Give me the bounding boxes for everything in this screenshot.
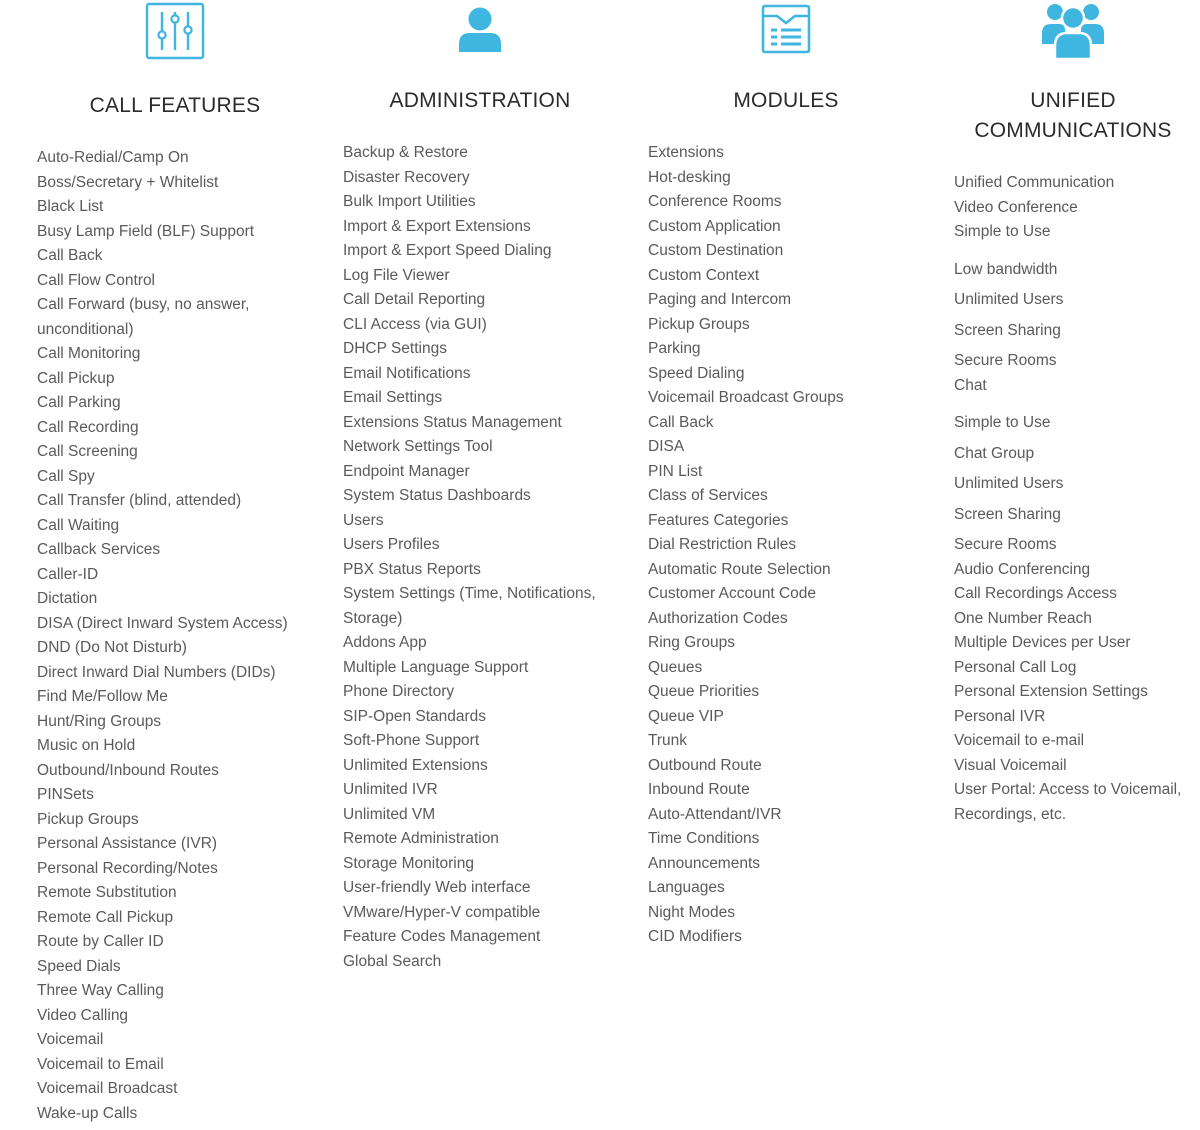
list-item: Disaster Recovery [343, 168, 470, 186]
list-item: Chat Group [954, 444, 1035, 462]
list-item: Call Waiting [37, 516, 120, 534]
list-item: DISA [648, 438, 685, 455]
list-item: Voicemail to e-mail [954, 732, 1085, 749]
list-item: Direct Inward Dial Numbers (DIDs) [37, 663, 276, 681]
list-item: Video Conference [954, 198, 1078, 216]
list-item: Find Me/Follow Me [37, 688, 168, 705]
column-title: CALL FEATURES [89, 94, 261, 117]
list-item: unconditional) [37, 320, 134, 338]
list-item: Parking [648, 340, 701, 357]
list-item: PIN List [648, 462, 703, 480]
list-item: Import & Export Speed Dialing [343, 242, 552, 259]
list-item: Multiple Language Support [343, 658, 529, 676]
list-item: Night Modes [648, 903, 736, 921]
list-item: Busy Lamp Field (BLF) Support [37, 222, 255, 240]
list-item: PBX Status Reports [343, 560, 481, 578]
list-item: Users [343, 511, 384, 529]
user-group-icon [946, 0, 1200, 60]
list-item: Unlimited Users [954, 475, 1064, 492]
list-item: Paging and Intercom [648, 291, 792, 308]
list-item: Automatic Route Selection [648, 560, 831, 578]
list-item: Speed Dials [37, 957, 121, 975]
list-item: Queue VIP [648, 707, 724, 725]
list-item: Video Calling [37, 1006, 129, 1024]
list-item: Trunk [648, 732, 688, 749]
feature-list [37, 146, 288, 1126]
list-item: Email Settings [343, 389, 443, 406]
list-item: User-friendly Web interface [343, 879, 531, 896]
list-item: Music on Hold [37, 737, 136, 754]
list-item: Caller-ID [37, 565, 99, 583]
list-item: Dictation [37, 590, 98, 607]
list-item: Multiple Devices per User [954, 634, 1131, 651]
list-item: Personal Assistance (IVR) [37, 835, 218, 852]
list-item: Audio Conferencing [954, 560, 1091, 578]
list-item: Wake-up Calls [37, 1104, 138, 1122]
list-item: Route by Caller ID [37, 933, 164, 950]
list-item: Call Flow Control [37, 271, 156, 289]
list-item: One Number Reach [954, 609, 1092, 627]
list-item: Voicemail Broadcast [37, 1080, 178, 1097]
list-item: Visual Voicemail [954, 756, 1067, 774]
list-item: Simple to Use [954, 414, 1051, 431]
list-item: Pickup Groups [648, 315, 750, 333]
feature-list [343, 141, 596, 974]
list-item: Extensions Status Management [343, 413, 562, 431]
list-item: Class of Services [648, 487, 768, 504]
list-item: Languages [648, 879, 725, 896]
list-item: Phone Directory [343, 683, 455, 700]
list-item: Chat [954, 376, 987, 394]
user-icon [335, 6, 625, 54]
list-item: Queues [648, 658, 703, 676]
list-item: Three Way Calling [37, 982, 164, 999]
list-item: Call Parking [37, 394, 121, 411]
list-item: Boss/Secretary + Whitelist [37, 173, 219, 191]
list-item: CLI Access (via GUI) [343, 315, 487, 333]
list-item: Outbound/Inbound Routes [37, 761, 219, 779]
list-item: Hunt/Ring Groups [37, 712, 162, 730]
list-item: Unlimited Extensions [343, 756, 488, 774]
list-item: Outbound Route [648, 756, 762, 774]
list-item: User Portal: Access to Voicemail, [954, 781, 1182, 798]
list-item: PINSets [37, 786, 94, 803]
column-title [946, 86, 1200, 146]
list-item: Unlimited VM [343, 805, 436, 823]
list-item: Log File Viewer [343, 266, 450, 284]
list-item: Voicemail Broadcast Groups [648, 389, 844, 406]
list-item: VMware/Hyper-V compatible [343, 903, 541, 921]
list-item: Queue Priorities [648, 683, 760, 700]
list-item: Call Pickup [37, 369, 115, 387]
list-item: Recordings, etc. [954, 805, 1066, 823]
list-item: DHCP Settings [343, 340, 447, 357]
list-item: Pickup Groups [37, 810, 139, 828]
list-item: Call Recordings Access [954, 585, 1117, 602]
list-item: Call Back [648, 413, 714, 431]
list-item: Personal Extension Settings [954, 683, 1148, 700]
list-item: System Status Dashboards [343, 487, 531, 504]
list-item: Storage) [343, 609, 403, 627]
list-item: Email Notifications [343, 364, 471, 382]
list-item: Black List [37, 198, 104, 215]
list-item: Conference Rooms [648, 193, 782, 210]
list-item: Call Forward (busy, no answer, [37, 296, 250, 313]
list-item: Auto-Attendant/IVR [648, 805, 782, 823]
list-item: Voicemail [37, 1031, 104, 1048]
title-line: COMMUNICATIONS [974, 119, 1172, 142]
list-item: Backup & Restore [343, 144, 468, 161]
list-item: Storage Monitoring [343, 854, 474, 872]
list-item: Call Spy [37, 467, 95, 485]
list-item: Announcements [648, 854, 761, 872]
list-item: Call Back [37, 247, 103, 264]
list-item: Call Transfer (blind, attended) [37, 492, 242, 509]
list-item: Call Screening [37, 443, 138, 460]
list-item: Secure Rooms [954, 352, 1057, 369]
list-item: Bulk Import Utilities [343, 193, 476, 210]
list-item: Unlimited IVR [343, 781, 438, 798]
list-item: Call Detail Reporting [343, 291, 486, 308]
list-item: Speed Dialing [648, 364, 745, 382]
column-title: ADMINISTRATION [389, 89, 571, 112]
list-item: Time Conditions [648, 830, 760, 847]
list-item: Secure Rooms [954, 536, 1057, 553]
list-item: DISA (Direct Inward System Access) [37, 614, 288, 632]
title-line: UNIFIED [1030, 89, 1116, 112]
list-item: Remote Substitution [37, 884, 177, 901]
list-item: Custom Application [648, 217, 781, 235]
list-item: Custom Destination [648, 242, 784, 259]
list-item: Feature Codes Management [343, 928, 541, 945]
list-item: SIP-Open Standards [343, 707, 487, 725]
list-item: Endpoint Manager [343, 462, 470, 480]
list-item: Ring Groups [648, 634, 736, 651]
list-item: Inbound Route [648, 781, 750, 798]
list-item: Low bandwidth [954, 260, 1058, 278]
list-item: Callback Services [37, 541, 161, 558]
list-item: Personal Call Log [954, 658, 1077, 676]
list-item: CID Modifiers [648, 928, 742, 945]
list-item: Call Monitoring [37, 345, 141, 362]
column-title: MODULES [733, 89, 839, 112]
list-item: Remote Call Pickup [37, 908, 174, 926]
feature-list [648, 141, 844, 950]
document-list-icon [641, 4, 931, 54]
list-item: DND (Do Not Disturb) [37, 639, 187, 656]
list-item: Authorization Codes [648, 609, 788, 627]
list-item: Simple to Use [954, 223, 1051, 240]
list-item: Features Categories [648, 511, 789, 529]
list-item: Call Recording [37, 418, 139, 436]
sliders-icon [30, 2, 320, 60]
list-item: Unlimited Users [954, 291, 1064, 308]
list-item: Users Profiles [343, 536, 440, 553]
list-item: Screen Sharing [954, 505, 1061, 523]
feature-list [954, 171, 1181, 827]
list-item: Auto-Redial/Camp On [37, 149, 189, 166]
list-item: Import & Export Extensions [343, 217, 531, 235]
list-item: Hot-desking [648, 168, 731, 186]
list-item: Addons App [343, 634, 427, 651]
list-item: Voicemail to Email [37, 1055, 164, 1073]
list-item: Custom Context [648, 266, 760, 284]
list-item: Personal Recording/Notes [37, 859, 218, 877]
list-item: Network Settings Tool [343, 438, 493, 455]
list-item: Soft-Phone Support [343, 732, 480, 749]
list-item: Screen Sharing [954, 321, 1061, 339]
list-item: System Settings (Time, Notifications, [343, 585, 596, 602]
list-item: Customer Account Code [648, 585, 817, 602]
list-item: Extensions [648, 144, 724, 161]
list-item: Personal IVR [954, 707, 1046, 725]
list-item: Unified Communication [954, 174, 1115, 191]
list-item: Remote Administration [343, 830, 499, 847]
list-item: Global Search [343, 952, 442, 970]
list-item: Dial Restriction Rules [648, 536, 797, 553]
